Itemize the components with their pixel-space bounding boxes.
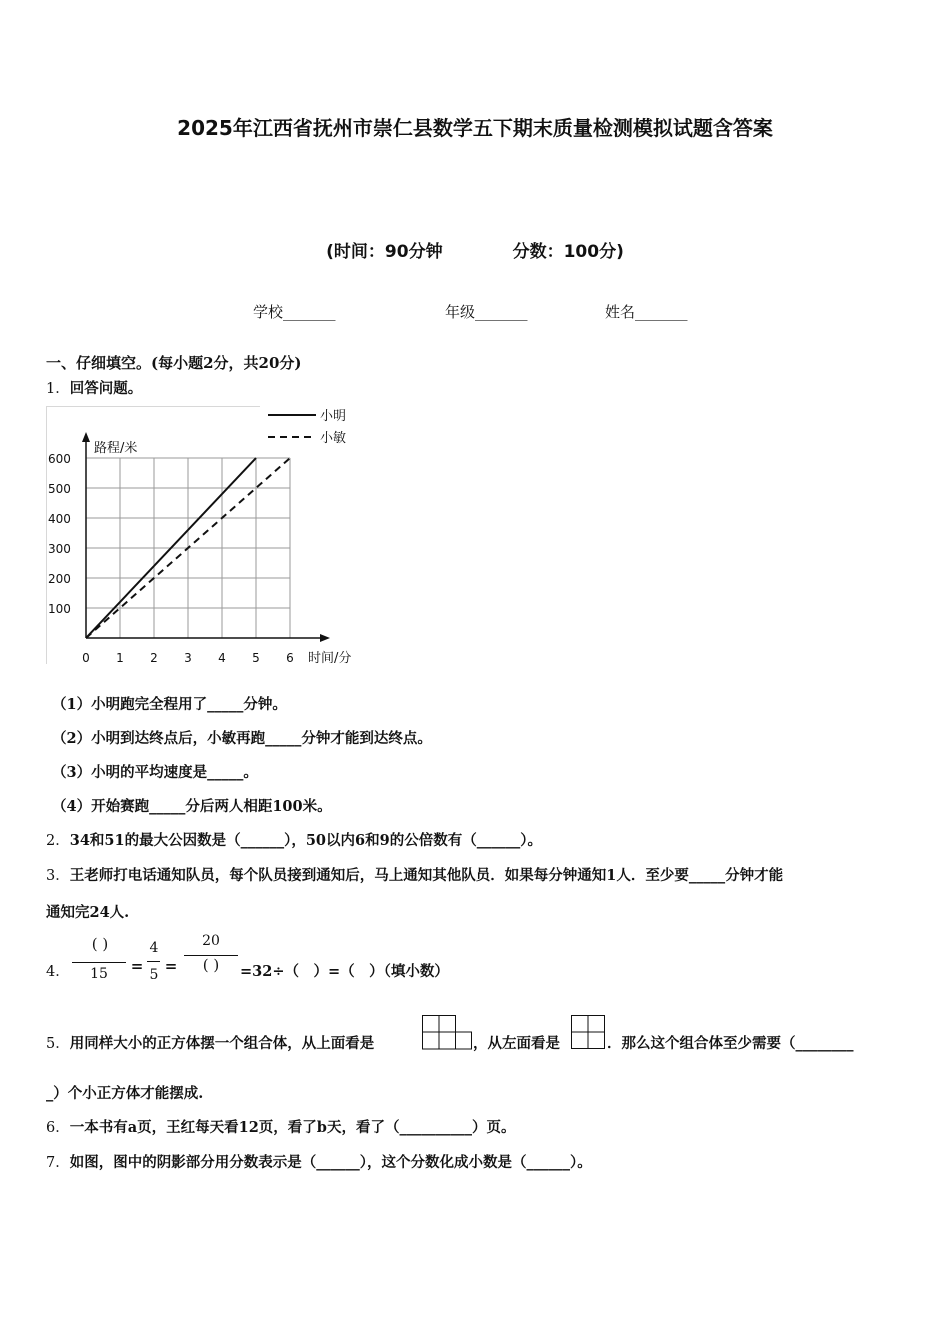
question-text: 回答问题。 [69, 380, 143, 397]
fraction-numerator: 20 [202, 933, 220, 949]
legend-label: 小明 [320, 409, 347, 424]
exam-info [0, 237, 950, 262]
question-1-part-3: （3）小明的平均速度是_____。 [52, 764, 258, 781]
y-tick-label: 200 [48, 572, 71, 586]
fraction-blank-denominator: ( ) [202, 956, 220, 974]
top-view-diagram [422, 1015, 472, 1050]
left-view-diagram [571, 1015, 606, 1050]
x-axis-label: 时间/分 [308, 651, 352, 666]
x-tick-label: 4 [218, 651, 226, 665]
question-text: 34和51的最大公因数是（______），50以内6和9的公倍数有（______）。 [69, 832, 542, 849]
y-tick-label: 600 [48, 452, 71, 466]
question-number: 6． [46, 1120, 70, 1136]
question-text: 如图，图中的阴影部分用分数表示是（______），这个分数化成小数是（______）。 [69, 1154, 592, 1171]
question-4-text: =32÷（ ）=（ ）（填小数） [240, 963, 449, 980]
question-1-part-1: （1）小明跑完全程用了_____分钟。 [52, 696, 287, 713]
y-tick-label: 400 [48, 512, 71, 526]
exam-score: 分数：100分) [512, 242, 624, 262]
exam-time: (时间：90分钟 [326, 242, 443, 262]
question-number: 5． [46, 1036, 70, 1052]
question-number: 3． [46, 868, 70, 884]
question-5-text-part-3: ．那么这个组合体至少需要（________ [607, 1035, 854, 1052]
distance-time-chart [46, 406, 366, 668]
question-7 [46, 1151, 592, 1172]
fraction-denominator: 15 [90, 966, 108, 982]
fraction-numerator: 4 [149, 940, 159, 956]
x-tick-label: 1 [116, 651, 124, 665]
question-1 [46, 377, 142, 398]
question-2 [46, 829, 542, 850]
y-tick-label: 100 [48, 602, 71, 616]
question-1-part-4: （4）开始赛跑_____分后两人相距100米。 [52, 798, 332, 815]
question-5-text-part-2: ，从左面看是 [473, 1035, 560, 1052]
x-tick-label: 2 [150, 651, 158, 665]
section-heading: 一、仔细填空。(每小题2分，共20分) [46, 354, 302, 372]
equals-sign: = [164, 957, 178, 975]
x-tick-label: 3 [184, 651, 192, 665]
x-tick-label: 6 [286, 651, 294, 665]
question-5-line-2: _）个小正方体才能摆成. [46, 1085, 204, 1102]
school-field: 学校_______ [253, 303, 336, 321]
question-number: 7． [46, 1155, 70, 1171]
question-3 [46, 864, 783, 885]
question-text-line-1: 王老师打电话通知队员，每个队员接到通知后，马上通知其他队员．如果每分钟通知1人．至少要_____分钟才能 [69, 867, 784, 884]
fraction-bar [147, 961, 160, 962]
y-axis-label: 路程/米 [94, 441, 138, 456]
question-4-number: 4． [46, 964, 70, 980]
fraction-bar [72, 962, 126, 963]
legend-label: 小敏 [320, 431, 347, 446]
page-title: 2025年江西省抚州市崇仁县数学五下期末质量检测模拟试题含答案 [177, 116, 773, 140]
y-tick-label: 300 [48, 542, 71, 556]
question-1-part-2: （2）小明到达终点后，小敏再跑_____分钟才能到达终点。 [52, 730, 432, 747]
question-number: 1． [46, 381, 70, 397]
x-tick-label: 0 [82, 651, 90, 665]
fraction-blank-numerator: ( ) [91, 935, 109, 953]
name-field: 姓名_______ [605, 303, 688, 321]
x-tick-label: 5 [252, 651, 260, 665]
question-number: 2． [46, 833, 70, 849]
grade-field: 年级_______ [445, 303, 528, 321]
question-text: 一本书有a页，王红每天看12页，看了b天，看了（__________）页。 [69, 1119, 516, 1136]
y-tick-label: 500 [48, 482, 71, 496]
question-text-part-1: 用同样大小的正方体摆一个组合体，从上面看是 [69, 1035, 375, 1052]
fraction-denominator: 5 [149, 967, 159, 983]
question-3-line-2: 通知完24人. [46, 904, 130, 921]
question-6 [46, 1116, 515, 1137]
equals-sign: = [130, 957, 144, 975]
question-5 [46, 1032, 374, 1053]
